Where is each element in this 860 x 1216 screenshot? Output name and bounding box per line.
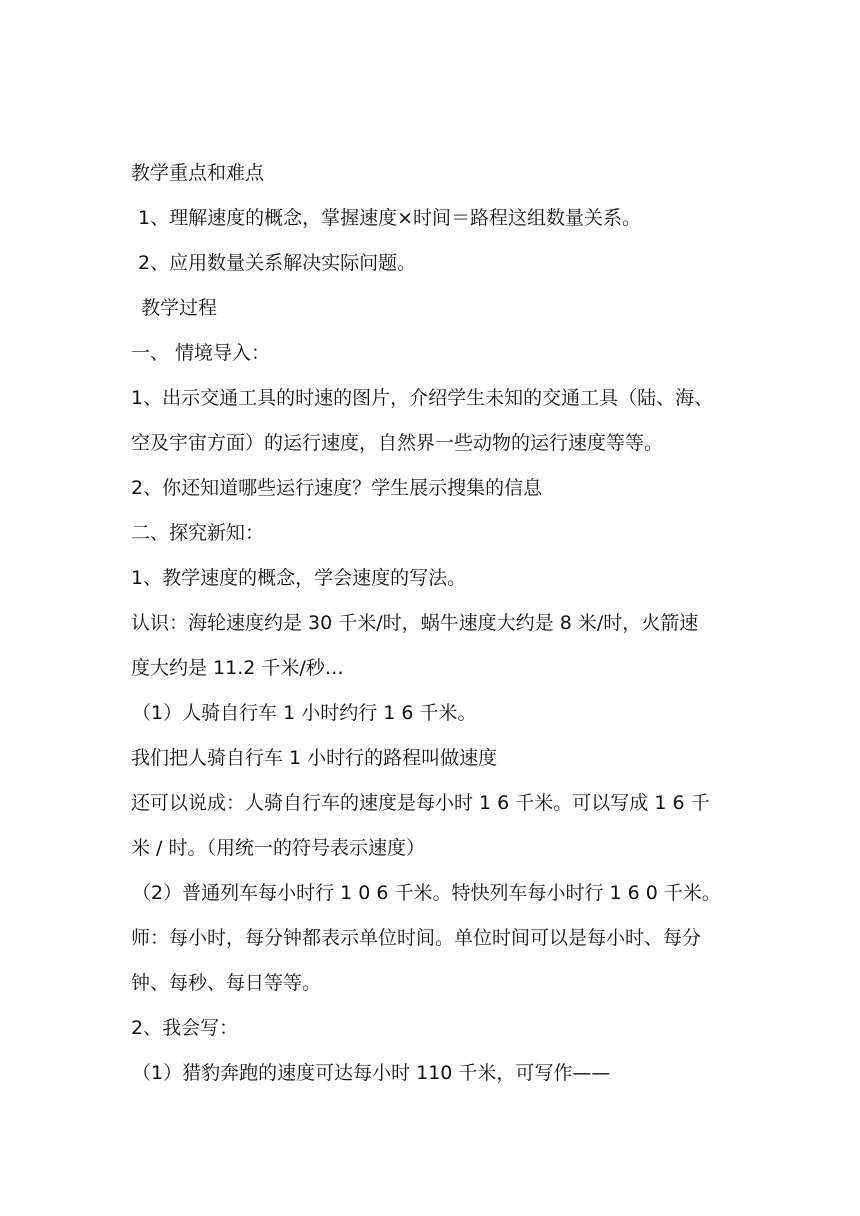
- paragraph-line: 空及宇宙方面）的运行速度，自然界一些动物的运行速度等等。: [131, 432, 664, 454]
- paragraph-line: 钟、每秒、每日等等。: [131, 972, 322, 994]
- paragraph-line: 2、你还知道哪些运行速度？学生展示搜集的信息: [131, 477, 543, 499]
- key-point-2: 2、应用数量关系解决实际问题。: [138, 252, 417, 274]
- key-point-1: 1、理解速度的概念，掌握速度×时间＝路程这组数量关系。: [138, 207, 642, 229]
- paragraph-line: 我们把人骑自行车 1 小时行的路程叫做速度: [131, 747, 498, 769]
- paragraph-line: 还可以说成：人骑自行车的速度是每小时 1 6 千米。可以写成 1 6 千: [131, 792, 710, 814]
- paragraph-line: （2）普通列车每小时行 1 0 6 千米。特快列车每小时行 1 6 0 千米。: [132, 882, 721, 904]
- step-heading-intro: 一、 情境导入：: [131, 342, 271, 364]
- section-heading-key-points: 教学重点和难点: [131, 162, 265, 184]
- paragraph-line: 1、出示交通工具的时速的图片，介绍学生未知的交通工具（陆、海、: [131, 387, 714, 409]
- step-heading-write: 2、我会写：: [131, 1017, 239, 1039]
- paragraph-line: 1、教学速度的概念，学会速度的写法。: [131, 567, 467, 589]
- paragraph-line: （1）人骑自行车 1 小时约行 1 6 千米。: [132, 702, 477, 724]
- paragraph-line: （1）猎豹奔跑的速度可达每小时 110 千米，可写作——: [132, 1062, 611, 1084]
- step-heading-explore: 二、探究新知：: [131, 522, 265, 544]
- paragraph-line: 米 / 时。（用统一的符号表示速度）: [131, 837, 425, 859]
- section-heading-process: 教学过程: [141, 297, 218, 319]
- paragraph-line: 度大约是 11.2 千米/秒…: [131, 657, 344, 679]
- paragraph-line: 师：每小时，每分钟都表示单位时间。单位时间可以是每小时、每分: [131, 927, 702, 949]
- paragraph-line: 认识：海轮速度约是 30 千米/时，蜗牛速度大约是 8 米/时，火箭速: [131, 612, 699, 634]
